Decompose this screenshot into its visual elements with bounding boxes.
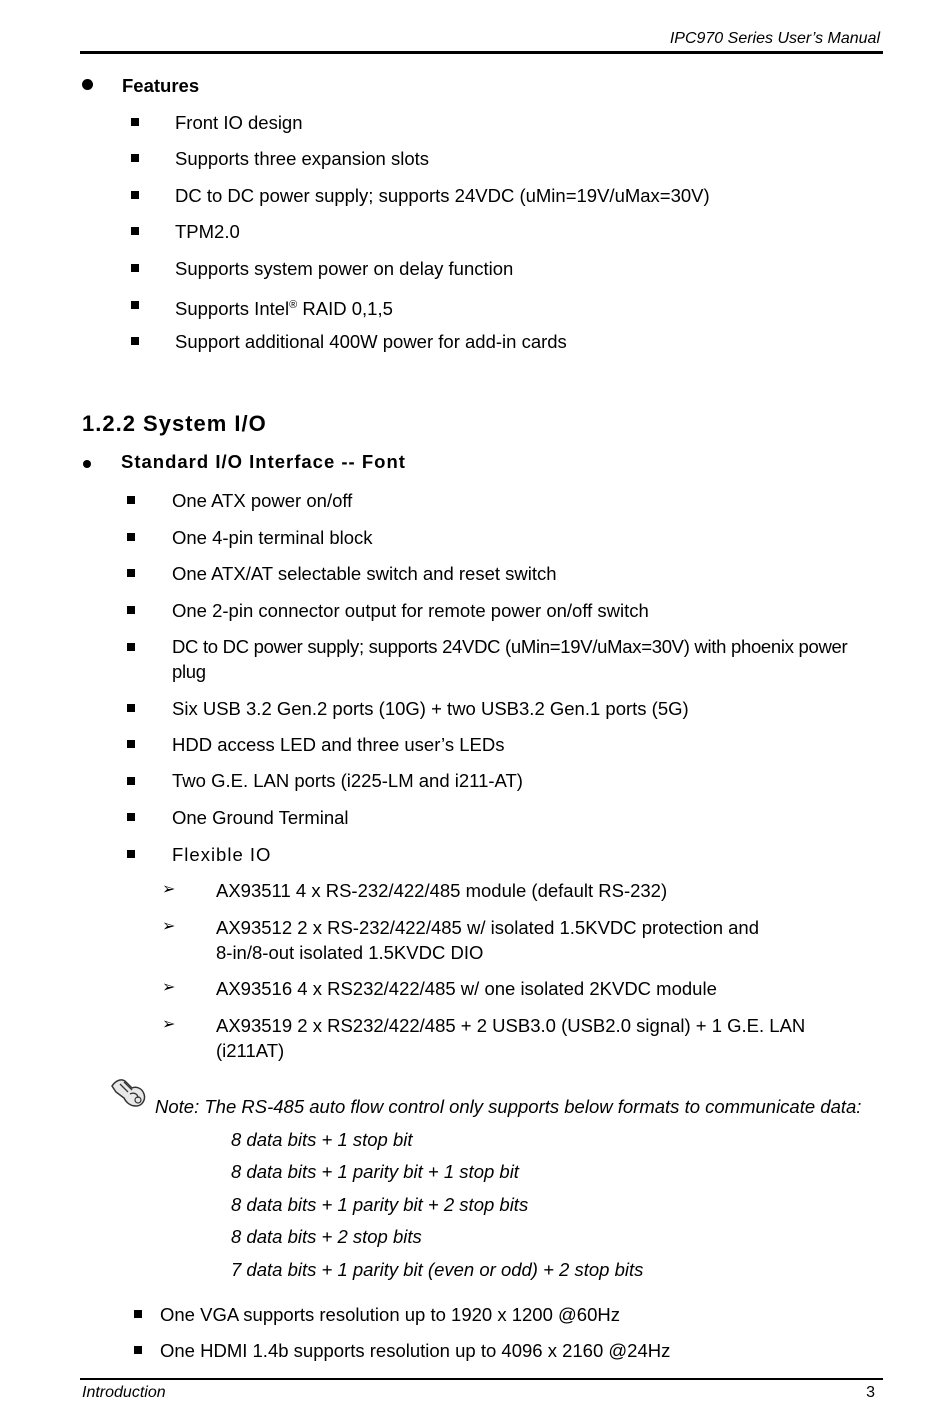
square-bullet [127,496,135,504]
section-subheading: Standard I/O Interface -- Font [121,451,406,472]
io-item: HDD access LED and three user’s LEDs [172,734,505,755]
io-item: One ATX/AT selectable switch and reset switch [172,563,557,584]
display-item: One HDMI 1.4b supports resolution up to 4096 x 2160 @24Hz [160,1340,671,1361]
feature-item: TPM2.0 [175,221,240,242]
square-bullet [127,533,135,541]
io-item: Six USB 3.2 Gen.2 ports (10G) + two USB3.2 Gen.1 ports (5G) [172,698,689,719]
arrow-bullet-icon: ➢ [162,1016,176,1033]
arrow-bullet-icon: ➢ [162,918,176,935]
running-header: IPC970 Series User’s Manual [669,30,880,47]
subheading-bullet [83,460,91,468]
features-heading: Features [122,75,200,96]
note-format: 8 data bits + 1 stop bit [231,1129,413,1150]
page-number: 3 [866,1384,875,1401]
square-bullet [127,813,135,821]
header-rule [80,51,883,54]
io-item: One ATX power on/off [172,490,353,511]
square-bullet [127,850,135,858]
square-bullet [127,569,135,577]
footer-chapter: Introduction [82,1384,166,1401]
feature-item: Front IO design [175,112,303,133]
section-title: 1.2.2 System I/O [82,411,267,436]
square-bullet [127,606,135,614]
note-lead: Note: The RS-485 auto flow control only supports below formats to communicate data: [155,1096,862,1117]
square-bullet [131,118,139,126]
square-bullet [134,1310,142,1318]
features-bullet [82,79,93,90]
feature-item: Support additional 400W power for add-in cards [175,331,567,352]
display-item: One VGA supports resolution up to 1920 x 1200 @60Hz [160,1304,620,1325]
note-format: 8 data bits + 1 parity bit + 2 stop bits [231,1194,529,1215]
square-bullet [131,337,139,345]
io-item: Two G.E. LAN ports (i225-LM and i211-AT) [172,770,523,791]
flexible-module: AX93519 2 x RS232/422/485 + 2 USB3.0 (USB2.0 signal) + 1 G.E. LAN [216,1015,806,1036]
intel-suffix: RAID 0,1,5 [297,298,393,320]
io-item-flexible: Flexible IO [172,844,272,865]
arrow-bullet-icon: ➢ [162,881,176,898]
square-bullet [131,301,139,309]
square-bullet [131,227,139,235]
square-bullet [127,740,135,748]
arrow-bullet-icon: ➢ [162,979,176,996]
flexible-module-cont: 8-in/8-out isolated 1.5KVDC DIO [216,942,484,963]
registered-mark: ® [289,299,298,311]
note-format: 7 data bits + 1 parity bit (even or odd) + 2 stop bits [231,1259,644,1280]
feature-item: Supports system power on delay function [175,258,514,279]
note-hand-icon [108,1074,150,1110]
footer-rule [80,1378,883,1380]
note-format: 8 data bits + 2 stop bits [231,1226,422,1247]
square-bullet [127,777,135,785]
flexible-module: AX93516 4 x RS232/422/485 w/ one isolated 2KVDC module [216,978,717,999]
square-bullet [134,1346,142,1354]
io-item: One Ground Terminal [172,807,349,828]
square-bullet [127,643,135,651]
feature-item: DC to DC power supply; supports 24VDC (uMin=19V/uMax=30V) [175,185,710,206]
flexible-module: AX93511 4 x RS-232/422/485 module (default RS-232) [216,880,668,901]
flexible-module-cont: (i211AT) [216,1040,285,1061]
feature-item: Supports three expansion slots [175,148,430,169]
io-item: One 2-pin connector output for remote power on/off switch [172,600,649,621]
flexible-module: AX93512 2 x RS-232/422/485 w/ isolated 1.5KVDC protection and [216,917,760,938]
note-format: 8 data bits + 1 parity bit + 1 stop bit [231,1161,519,1182]
intel-prefix: Supports Intel [175,298,290,320]
square-bullet [131,191,139,199]
square-bullet [127,704,135,712]
feature-item-intel-raid [175,293,393,321]
io-item: DC to DC power supply; supports 24VDC (uMin=19V/uMax=30V) with phoenix power plug [172,636,848,682]
square-bullet [131,154,139,162]
square-bullet [131,264,139,272]
io-item: One 4-pin terminal block [172,527,373,548]
